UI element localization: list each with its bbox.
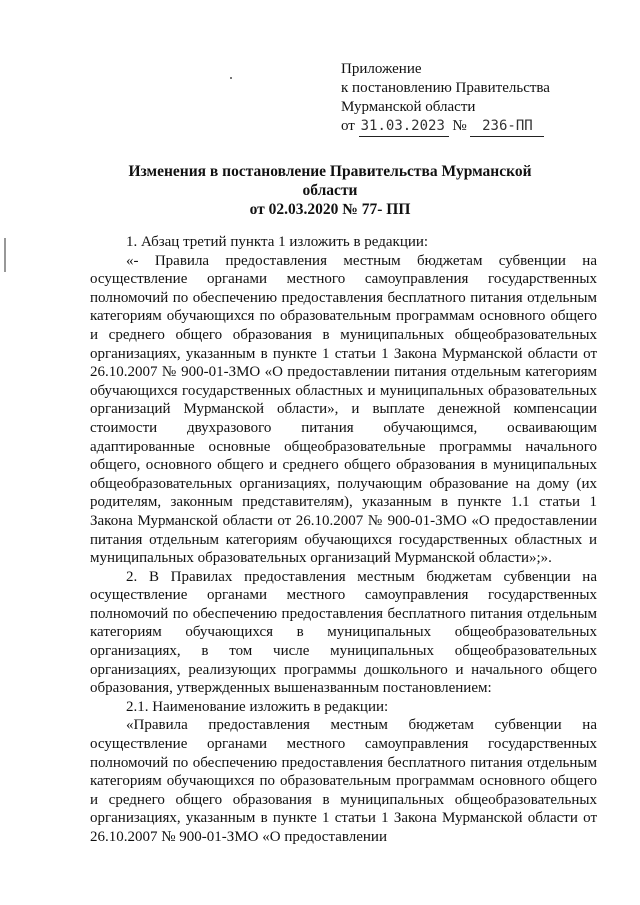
scan-margin-mark: [4, 238, 6, 272]
appendix-block: [341, 60, 601, 137]
document-title: [100, 162, 560, 219]
paragraph: «Правила предоставления местным бюджетам субвенции на осуществление органами местного самоуправления государственных полномочий по обеспечению предоставления бесплатного питания отдельным категориям обучающихся по образовательным программам основного общего и среднего общего образования в муниципальных общеобразовательных организациях, указанным в пункте 1 статьи 1 Закона Мурманской области от 26.10.2007 № 900-01-ЗМО «О предоставлении: [90, 717, 597, 845]
paragraph: 2. В Правилах предоставления местным бюджетам субвенции на осуществление органами местного самоуправления государственных полномочий по обеспечению предоставления бесплатного питания отдельным категориям обучающихся в муниципальных общеобразовательных организациях, в том числе муниципальных общеобразовательных организациях, реализующих программы дошкольного и начального общего образования, утвержденных вышеназванным постановлением:: [90, 568, 597, 697]
number-prefix: №: [452, 118, 467, 134]
title-line-2: от 02.03.2020 № 77- ПП: [249, 201, 411, 218]
paragraph: 1. Абзац третий пункта 1 изложить в редакции:: [126, 234, 429, 250]
title-line-1: Изменения в постановление Правительства Мурманской области: [128, 163, 532, 199]
appendix-date-line: [341, 117, 601, 137]
date-prefix: от: [341, 118, 355, 134]
scan-speck: [230, 77, 232, 79]
date-value: 31.03.2023: [359, 117, 449, 137]
number-value: 236-ПП: [470, 117, 544, 137]
appendix-line-2: к постановлению Правительства: [341, 80, 550, 96]
document-body: [90, 233, 597, 847]
paragraph: «- Правила предоставления местным бюджетам субвенции на осуществление органами местного самоуправления государственных полномочий по обеспечению предоставления бесплатного питания отдельным категориям обучающихся по образовательным программам основного общего и среднего общего образования в муниципальных общеобразовательных организациях, указанным в пункте 1 статьи 1 Закона Мурманской области от 26.10.2007 № 900-01-ЗМО «О предоставлении питания отдельным категориям обучающихся государственных областных и муниципальных образовательных организаций Мурманской области», и выплате денежной компенсации стоимости двухразового питания обучающимся, осваивающим адаптированные основные общеобразовательные программы начального общего, основного общего и среднего общего образования в муниципальных общеобразовательных организациях, получающим образование на дому (их родителям, законным представителям), указанным в пункте 1.1 статьи 1 Закона Мурманской области от 26.10.2007 № 900-01-ЗМО «О предоставлении питания отдельным категориям обучающихся государственных областных и муниципальных образовательных организаций Мурманской области»;».: [90, 252, 597, 567]
paragraph: 2.1. Наименование изложить в редакции:: [126, 698, 389, 715]
appendix-line-3: Мурманской области: [341, 99, 476, 115]
appendix-line-1: Приложение: [341, 61, 422, 77]
